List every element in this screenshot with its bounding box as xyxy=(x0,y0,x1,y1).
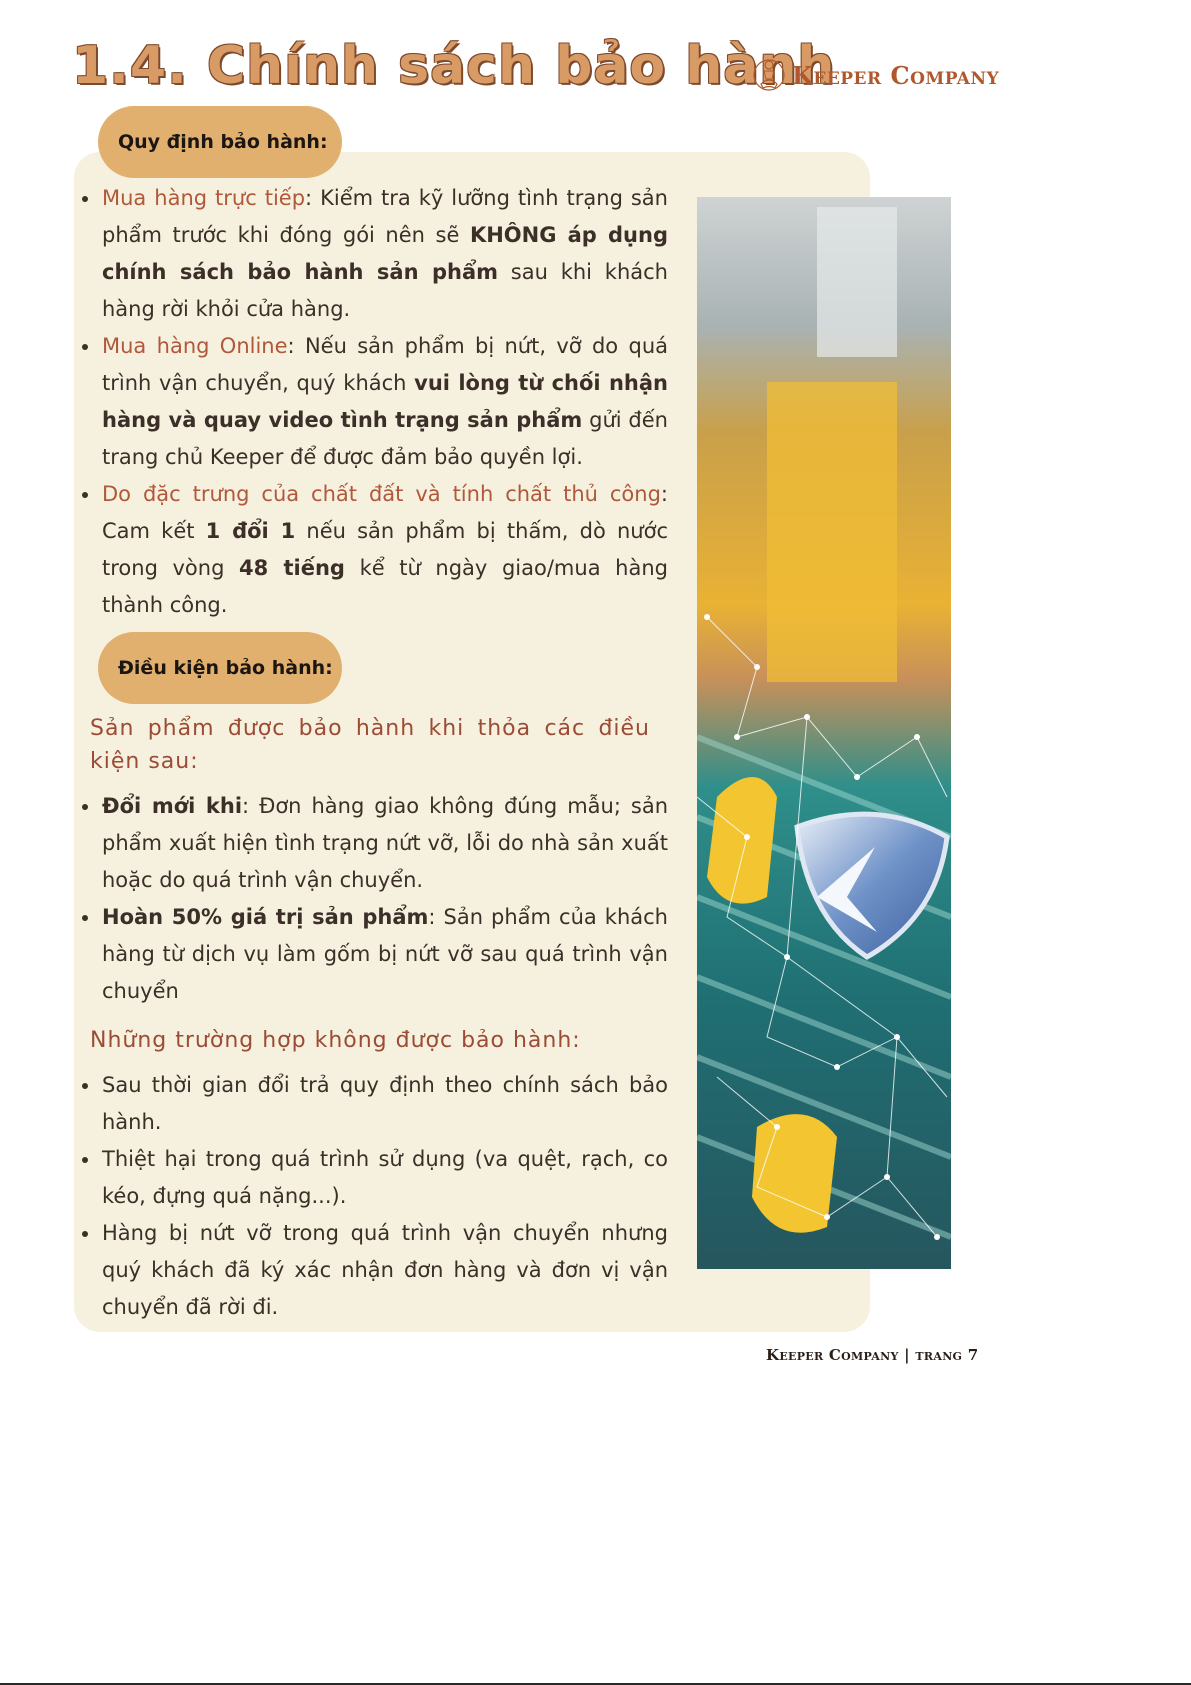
section-1-list xyxy=(80,180,668,624)
list-item xyxy=(80,328,668,476)
item-text: : Sản phẩm của khách hàng từ dịch vụ làm gốm bị nứt vỡ sau quá trình vận chuyển xyxy=(102,905,668,1003)
item-lead: Mua hàng Online xyxy=(102,334,288,358)
item-text: : Kiểm tra kỹ lưỡng tình trạng sản phẩm trước khi đóng gói nên sẽ xyxy=(102,186,668,247)
item-text: : Cam kết xyxy=(102,482,668,543)
item-lead: Mua hàng trực tiếp xyxy=(102,186,306,210)
item-lead: Đổi mới khi xyxy=(102,794,243,818)
section-pill-dieu-kien: Điều kiện bảo hành: xyxy=(98,632,342,704)
potter-logo-icon xyxy=(752,52,786,98)
list-item: Thiệt hại trong quá trình sử dụng (va quệt, rạch, co kéo, đựng quá nặng...). xyxy=(80,1141,668,1215)
section-2-list xyxy=(80,788,668,1010)
photo-illustration xyxy=(697,197,951,1269)
company-logo xyxy=(752,50,999,100)
section-pill-quy-dinh: Quy định bảo hành: xyxy=(98,106,342,178)
item-bold: 1 đổi 1 xyxy=(205,519,296,543)
item-lead: Do đặc trưng của chất đất và tính chất thủ công xyxy=(102,482,661,506)
item-bold: KHÔNG áp dụng chính sách bảo hành sản phẩm xyxy=(102,223,668,284)
item-text: : Nếu sản phẩm bị nứt, vỡ do quá trình vận chuyển, quý khách xyxy=(102,334,668,395)
page-footer: Keeper Company | trang 7 xyxy=(766,1346,979,1364)
list-item xyxy=(80,899,668,1010)
logo-text: Keeper Company xyxy=(792,60,1000,90)
item-bold: vui lòng từ chối nhận hàng và quay video tình trạng sản phẩm xyxy=(102,371,668,432)
item-text: nếu sản phẩm bị thấm, dò nước trong vòng xyxy=(102,519,669,580)
page-title: 1.4. Chính sách bảo hành xyxy=(72,36,836,96)
item-text: kể từ ngày giao/mua hàng thành công. xyxy=(102,556,668,617)
list-item xyxy=(80,180,668,328)
list-item xyxy=(80,788,668,899)
list-item: Hàng bị nứt vỡ trong quá trình vận chuyển nhưng quý khách đã ký xác nhận đơn hàng và đơn vị vận chuyển đã rời đi. xyxy=(80,1215,668,1326)
item-text: sau khi khách hàng rời khỏi cửa hàng. xyxy=(102,260,668,321)
hands-shield-photo xyxy=(697,197,951,1269)
item-bold: 48 tiếng xyxy=(239,556,345,580)
section-3-subhead: Những trường hợp không được bảo hành: xyxy=(90,1028,581,1053)
item-lead: Hoàn 50% giá trị sản phẩm xyxy=(102,905,429,929)
section-2-subhead: Sản phẩm được bảo hành khi thỏa các điều kiện sau: xyxy=(90,716,650,774)
list-item: Sau thời gian đổi trả quy định theo chính sách bảo hành. xyxy=(80,1067,668,1141)
list-item xyxy=(80,476,668,624)
item-text: gửi đến trang chủ Keeper để được đảm bảo quyền lợi. xyxy=(102,408,668,469)
section-3-list xyxy=(80,1067,668,1326)
item-text: : Đơn hàng giao không đúng mẫu; sản phẩm xuất hiện tình trạng nứt vỡ, lỗi do nhà sản xuất hoặc do quá trình vận chuyển. xyxy=(102,794,668,892)
